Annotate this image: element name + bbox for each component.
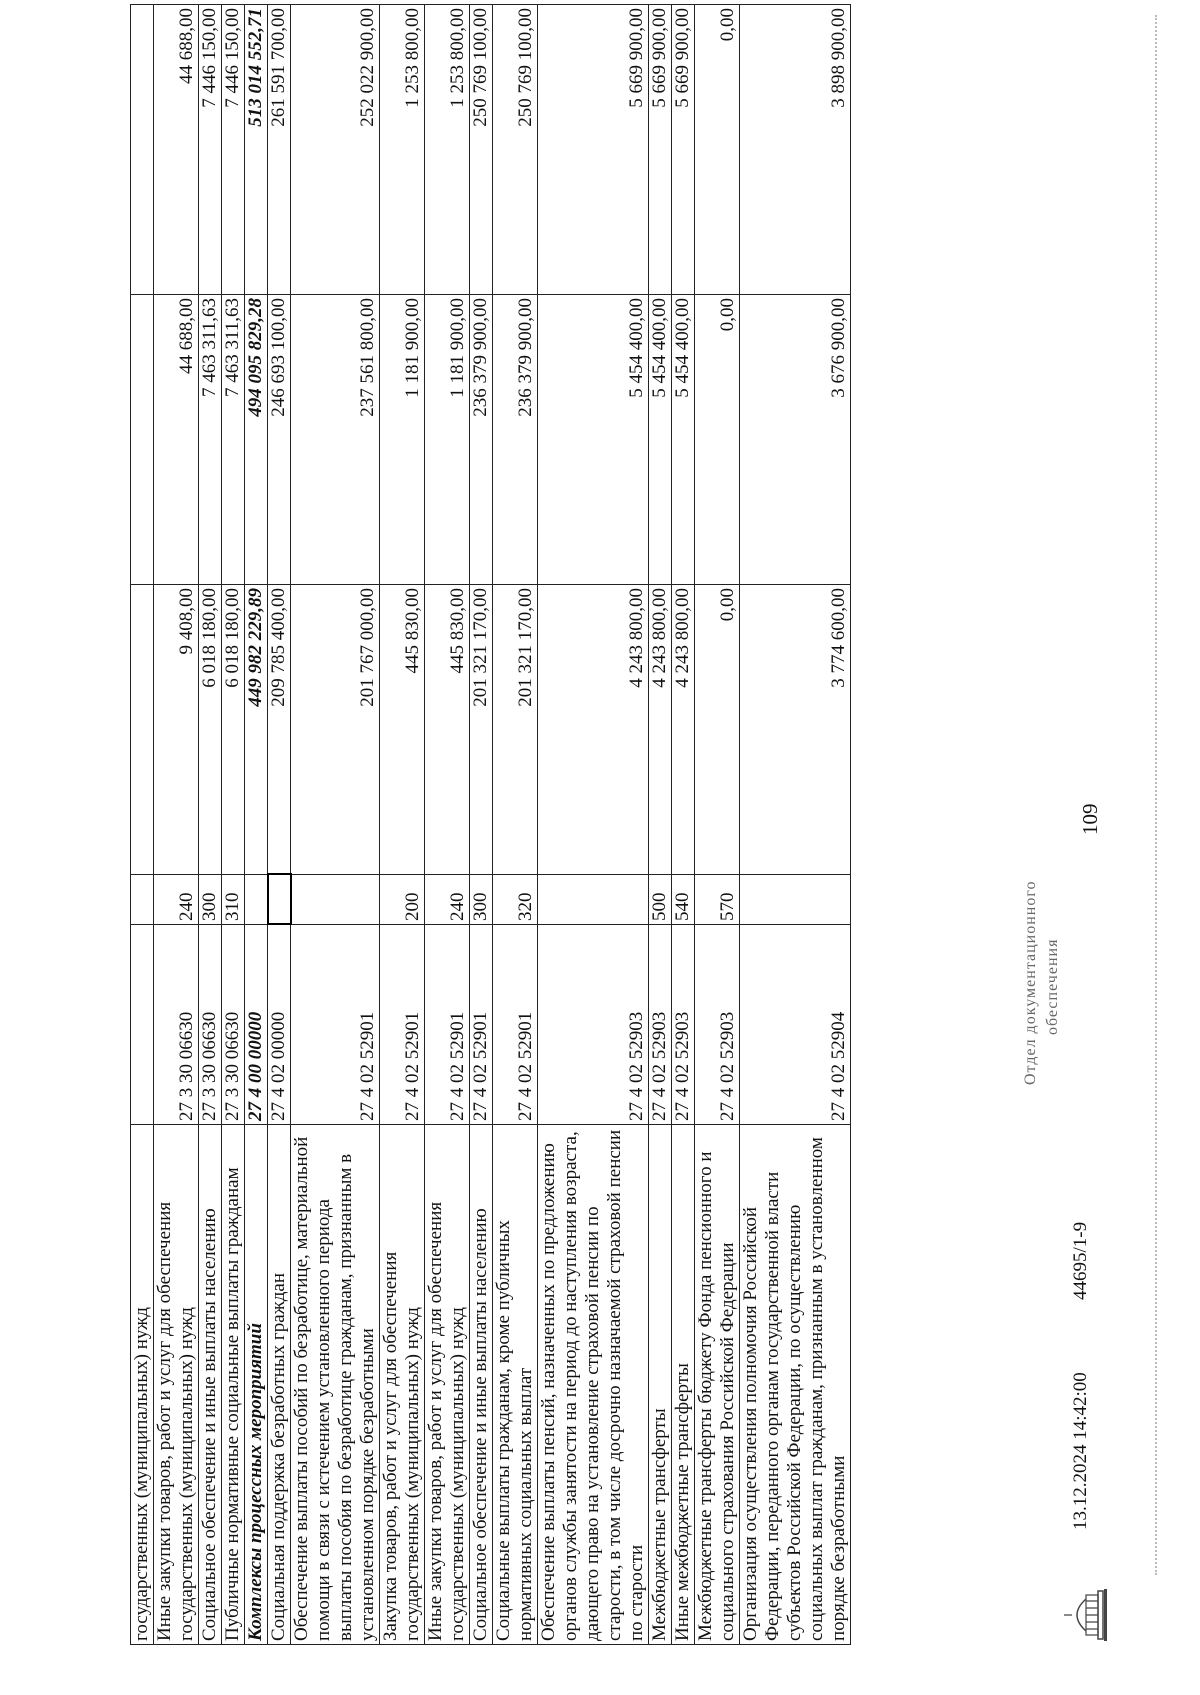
cell-amount-2027: 250 769 100,00 — [470, 5, 493, 295]
cell-target-article — [131, 925, 154, 1125]
cell-amount-2025 — [131, 585, 154, 875]
cell-amount-2026 — [131, 295, 154, 585]
cell-name: Межбюджетные трансферты бюджету Фонда пенсионного и социального страхования Российской Федерации — [695, 1125, 740, 1645]
table-body — [131, 5, 851, 1645]
cell-amount-2026: 494 095 829,28 — [245, 295, 268, 585]
cell-amount-2026: 5 454 400,00 — [538, 295, 649, 585]
table-row — [131, 5, 154, 1645]
cell-name: Социальное обеспечение и иные выплаты населению — [470, 1125, 493, 1645]
table-row — [199, 5, 222, 1645]
cell-name: Публичные нормативные социальные выплаты гражданам — [222, 1125, 245, 1645]
cell-target-article: 27 4 02 52903 — [672, 925, 695, 1125]
cell-amount-2027: 3 898 900,00 — [740, 5, 851, 295]
cell-expense-type: 240 — [425, 875, 470, 925]
cell-amount-2027: 0,00 — [695, 5, 740, 295]
cell-amount-2025: 445 830,00 — [425, 585, 470, 875]
footer-date: 13.12.2024 14:42:00 — [1070, 1372, 1091, 1530]
table-row — [649, 5, 672, 1645]
cell-amount-2026: 5 454 400,00 — [672, 295, 695, 585]
cell-expense-type — [131, 875, 154, 925]
table-row — [493, 5, 538, 1645]
cell-name: Обеспечение выплаты пенсий, назначенных по предложению органов службы занятости на период до наступления возраста, дающего право на установление страховой пенсии по старости, в том числе досрочно назначаемой страховой пенсии по старости — [538, 1125, 649, 1645]
cell-amount-2025: 201 767 000,00 — [291, 585, 380, 875]
cell-amount-2027: 7 446 150,00 — [199, 5, 222, 295]
cell-amount-2026: 236 379 900,00 — [493, 295, 538, 585]
cell-amount-2027: 261 591 700,00 — [268, 5, 291, 295]
cell-expense-type: 300 — [199, 875, 222, 925]
table-row — [425, 5, 470, 1645]
stamp-text-line-1: Отдел документационного — [1022, 880, 1039, 1085]
cell-amount-2027: 1 253 800,00 — [380, 5, 425, 295]
cell-amount-2025: 445 830,00 — [380, 585, 425, 875]
cell-amount-2026: 7 463 311,63 — [199, 295, 222, 585]
cell-amount-2025: 6 018 180,00 — [222, 585, 245, 875]
cell-expense-type: 300 — [470, 875, 493, 925]
cell-name: Социальная поддержка безработных граждан — [268, 1125, 291, 1645]
cell-amount-2025: 4 243 800,00 — [538, 585, 649, 875]
cell-name: Иные закупки товаров, работ и услуг для обеспечения государственных (муниципальных) нужд — [425, 1125, 470, 1645]
cell-target-article: 27 4 02 52904 — [740, 925, 851, 1125]
table-row — [470, 5, 493, 1645]
cell-amount-2026: 1 181 900,00 — [380, 295, 425, 585]
cell-amount-2027: 5 669 900,00 — [672, 5, 695, 295]
cell-name: Закупка товаров, работ и услуг для обеспечения государственных (муниципальных) нужд — [380, 1125, 425, 1645]
cell-amount-2026: 44 688,00 — [154, 295, 199, 585]
cell-amount-2026: 0,00 — [695, 295, 740, 585]
cell-expense-type — [538, 875, 649, 925]
page-number: 109 — [1078, 803, 1102, 835]
table-row — [695, 5, 740, 1645]
cell-amount-2025: 201 321 170,00 — [470, 585, 493, 875]
cell-expense-type — [245, 875, 268, 925]
cell-target-article: 27 4 02 52901 — [380, 925, 425, 1125]
cell-name: Комплексы процессных мероприятий — [245, 1125, 268, 1645]
scan-dotted-line — [1155, 15, 1157, 1575]
page-footer — [1010, 5, 1180, 1645]
cell-amount-2027: 250 769 100,00 — [493, 5, 538, 295]
cell-target-article: 27 4 02 52901 — [425, 925, 470, 1125]
cell-name: Иные закупки товаров, работ и услуг для обеспечения государственных (муниципальных) нужд — [154, 1125, 199, 1645]
cell-amount-2025: 4 243 800,00 — [649, 585, 672, 875]
stamp-text-line-2: обеспечения — [1044, 938, 1061, 1035]
cell-expense-type: 200 — [380, 875, 425, 925]
cell-name: Иные межбюджетные трансферты — [672, 1125, 695, 1645]
cell-name: государственных (муниципальных) нужд — [131, 1125, 154, 1645]
cell-name: Межбюджетные трансферты — [649, 1125, 672, 1645]
cell-name: Обеспечение выплаты пособий по безработице, материальной помощи в связи с истечением установленного периода выплаты пособия по безработице гражданам, признанным в установленном порядке безработными — [291, 1125, 380, 1645]
cell-amount-2025: 9 408,00 — [154, 585, 199, 875]
cell-amount-2026: 5 454 400,00 — [649, 295, 672, 585]
cell-amount-2026: 236 379 900,00 — [470, 295, 493, 585]
cell-target-article: 27 3 30 06630 — [199, 925, 222, 1125]
cell-amount-2025: 3 774 600,00 — [740, 585, 851, 875]
cell-amount-2025: 6 018 180,00 — [199, 585, 222, 875]
cell-amount-2026: 7 463 311,63 — [222, 295, 245, 585]
cell-amount-2025: 209 785 400,00 — [268, 585, 291, 875]
cell-amount-2025: 4 243 800,00 — [672, 585, 695, 875]
table-row — [245, 5, 268, 1645]
cell-amount-2027: 44 688,00 — [154, 5, 199, 295]
cell-amount-2027: 7 446 150,00 — [222, 5, 245, 295]
cell-target-article: 27 4 00 00000 — [245, 925, 268, 1125]
cell-amount-2026: 1 181 900,00 — [425, 295, 470, 585]
cell-amount-2026: 237 561 800,00 — [291, 295, 380, 585]
cell-target-article: 27 4 02 52901 — [470, 925, 493, 1125]
table-row — [672, 5, 695, 1645]
cell-target-article: 27 3 30 06630 — [222, 925, 245, 1125]
cell-target-article: 27 4 02 00000 — [268, 925, 291, 1125]
cell-expense-type — [291, 875, 380, 925]
cell-expense-type: 500 — [649, 875, 672, 925]
table-row — [740, 5, 851, 1645]
footer-document-code: 44695/1-9 — [1070, 1221, 1091, 1300]
cell-amount-2027: 513 014 552,71 — [245, 5, 268, 295]
cell-expense-type: 310 — [222, 875, 245, 925]
cell-amount-2026: 3 676 900,00 — [740, 295, 851, 585]
cell-target-article: 27 4 02 52903 — [649, 925, 672, 1125]
cell-expense-type — [268, 875, 291, 925]
cell-amount-2025: 0,00 — [695, 585, 740, 875]
table-row — [291, 5, 380, 1645]
cell-expense-type — [740, 875, 851, 925]
cell-name: Социальные выплаты гражданам, кроме публичных нормативных социальных выплат — [493, 1125, 538, 1645]
cell-expense-type: 570 — [695, 875, 740, 925]
cell-amount-2025: 201 321 170,00 — [493, 585, 538, 875]
duma-emblem-icon — [1060, 1585, 1110, 1645]
cell-target-article: 27 4 02 52903 — [695, 925, 740, 1125]
cell-target-article: 27 4 02 52903 — [538, 925, 649, 1125]
cell-amount-2027 — [131, 5, 154, 295]
cell-amount-2026: 246 693 100,00 — [268, 295, 291, 585]
cell-name: Организация осуществления полномочия Российской Федерации, переданного органам государственной власти субъектов Российской Федерации, по осуществлению социальных выплат гражданам, признанным в установленном порядке безработными — [740, 1125, 851, 1645]
cell-target-article: 27 4 02 52901 — [291, 925, 380, 1125]
cell-amount-2025: 449 982 229,89 — [245, 585, 268, 875]
cell-target-article: 27 4 02 52901 — [493, 925, 538, 1125]
cell-amount-2027: 1 253 800,00 — [425, 5, 470, 295]
budget-table — [130, 4, 851, 1645]
table-row — [154, 5, 199, 1645]
cell-expense-type: 540 — [672, 875, 695, 925]
cell-expense-type: 240 — [154, 875, 199, 925]
cell-amount-2027: 252 022 900,00 — [291, 5, 380, 295]
table-row — [538, 5, 649, 1645]
cell-expense-type: 320 — [493, 875, 538, 925]
table-row — [268, 5, 291, 1645]
table-row — [222, 5, 245, 1645]
cell-amount-2027: 5 669 900,00 — [538, 5, 649, 295]
table-row — [380, 5, 425, 1645]
cell-name: Социальное обеспечение и иные выплаты населению — [199, 1125, 222, 1645]
cell-amount-2027: 5 669 900,00 — [649, 5, 672, 295]
cell-target-article: 27 3 30 06630 — [154, 925, 199, 1125]
